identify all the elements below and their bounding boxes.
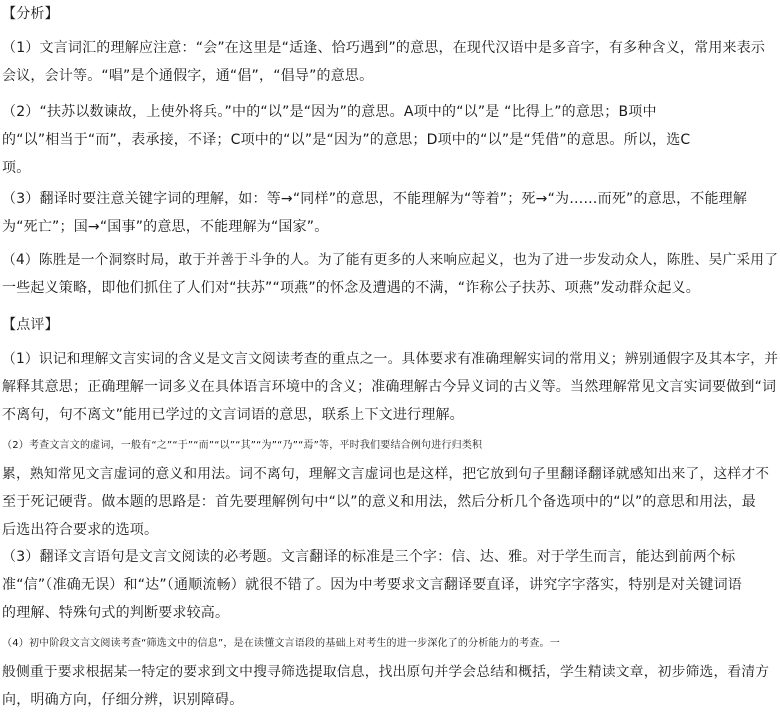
- paragraph-line: （1）文言词汇的理解应注意：“会”在这里是“适逢、恰巧遇到”的意思，在现代汉语中是多音字，有多种含义，常用来表示: [2, 40, 766, 56]
- analysis-paragraph-3: [2, 185, 747, 241]
- review-paragraph-3: [2, 543, 742, 627]
- paragraph-line: 般侧重于要求根据某一特定的要求到文中搜寻筛选提取信息，找出原句并学会总结和概括，学生精读文章，初步筛选，看清方: [2, 664, 770, 680]
- analysis-heading: 【分析】: [2, 6, 59, 22]
- paragraph-line: （2）考查文言文的虚词，一般有“之”“于”“而”“以”“其”“为”“乃”“焉”等，平时我们要结合例句进行归类积: [2, 440, 483, 451]
- paragraph-line: 的理解、特殊句式的判断要求较高。: [2, 605, 230, 621]
- paragraph-line: 后选出符合要求的选项。: [2, 522, 159, 538]
- paragraph-line: （3）翻译时要注意关键字词的理解，如：等→“同样”的意思，不能理解为“等着”；死→“为……而死”的意思，不能理解: [2, 191, 748, 207]
- analysis-paragraph-2: [2, 98, 690, 182]
- paragraph-line: （3）翻译文言语句是文言文阅读的必考题。文言翻译的标准是三个字：信、达、雅。对于学生而言，能达到前两个标: [2, 549, 736, 565]
- paragraph-line: 至于死记硬背。做本题的思路是：首先要理解例句中“以”的意义和用法，然后分析几个备选项中的“以”的意思和用法，最: [2, 494, 757, 510]
- paragraph-line: 一些起义策略，即他们抓住了人们对“扶苏”“项燕”的怀念及遭遇的不满，“诈称公子扶苏、项燕”发动群众起义。: [2, 280, 700, 296]
- paragraph-line: （4）陈胜是一个洞察时局，敢于并善于斗争的人。为了能有更多的人来响应起义，也为了进一步发动众人，陈胜、吴广采用了: [2, 252, 779, 268]
- paragraph-line: 累，熟知常见文言虚词的意义和用法。词不离句，理解文言虚词也是这样，把它放到句子里翻译翻译就感知出来了，这样才不: [2, 466, 770, 482]
- analysis-paragraph-1: [2, 34, 765, 90]
- paragraph-line: （1）识记和理解文言实词的含义是文言文阅读考查的重点之一。具体要求有准确理解实词的常用义；辨别通假字及其本字，并: [2, 351, 779, 367]
- paragraph-line: 向，明确方向，仔细分辨，识别障碍。: [2, 692, 244, 708]
- paragraph-line: 准“信”（准确无误）和“达”（通顺流畅）就很不错了。因为中考要求文言翻译要直译，讲究字字落实，特别是对关键词语: [2, 577, 743, 593]
- review-heading: 【点评】: [2, 317, 59, 333]
- review-paragraph-1: [2, 345, 778, 429]
- paragraph-line: 的“以”相当于“而”，表承接，不译；C项中的“以”是“因为”的意思；D项中的“以”是“凭借”的意思。所以，选C: [2, 132, 691, 148]
- review-paragraph-2: [2, 432, 769, 544]
- paragraph-line: （2）“扶苏以数谏故，上使外将兵。”中的“以”是“因为”的意思。A项中的“以”是 “比得上”的意思；B项中: [2, 104, 657, 120]
- analysis-paragraph-4: [2, 246, 778, 302]
- paragraph-line: 项。: [2, 160, 31, 176]
- paragraph-line: 不离句，句不离文”能用已学过的文言词语的意思，联系上下文进行理解。: [2, 407, 464, 423]
- review-paragraph-4: [2, 630, 769, 714]
- paragraph-line: 解释其意思；正确理解一词多义在具体语言环境中的含义；准确理解古今异义词的古义等。当然理解常见文言实词要做到“词: [2, 379, 777, 395]
- paragraph-line: （4）初中阶段文言文阅读考查“筛选文中的信息”，是在读懂文言语段的基础上对考生的进一步深化了的分析能力的考查。一: [2, 638, 560, 649]
- paragraph-line: 会议，会计等。“唱”是个通假字，通“倡”，“倡导”的意思。: [2, 68, 374, 84]
- paragraph-line: 为“死亡”；国→“国事”的意思，不能理解为“国家”。: [2, 219, 329, 235]
